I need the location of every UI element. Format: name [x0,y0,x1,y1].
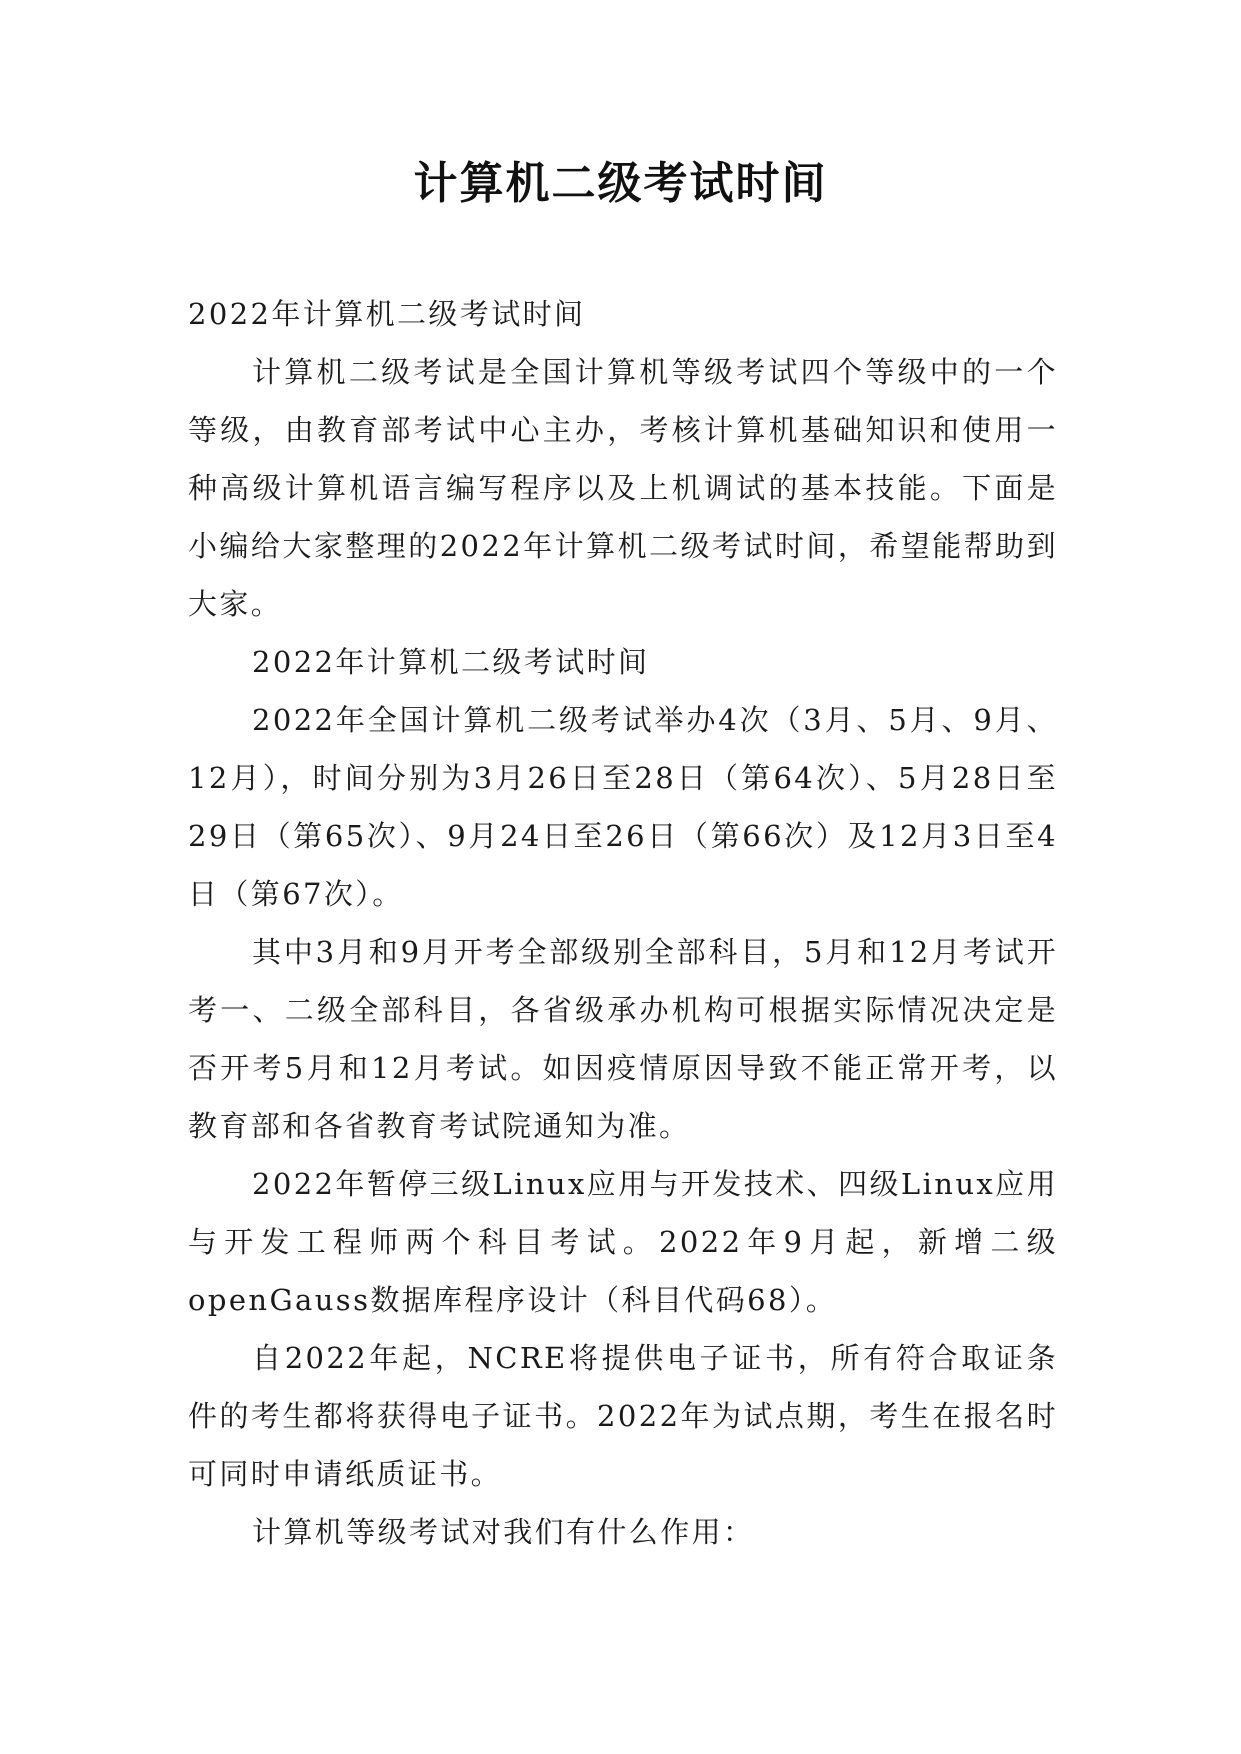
paragraph: 2022年暂停三级Linux应用与开发技术、四级Linux应用与开发工程师两个科目考试。2022年9月起，新增二级openGauss数据库程序设计（科目代码68）。 [188,1167,1058,1317]
paragraph-heading: 2022年计算机二级考试时间 [188,297,586,331]
paragraph: 其中3月和9月开考全部级别全部科目，5月和12月考试开考一、二级全部科目，各省级承办机构可根据实际情况决定是否开考5月和12月考试。如因疫情原因导致不能正常开考，以教育部和各省教育考试院通知为准。 [188,935,1058,1143]
paragraph: 自2022年起，NCRE将提供电子证书，所有符合取证条件的考生都将获得电子证书。2022年为试点期，考生在报名时可同时申请纸质证书。 [188,1341,1058,1491]
document-title: 计算机二级考试时间 [413,158,828,209]
paragraph: 2022年全国计算机二级考试举办4次（3月、5月、9月、12月），时间分别为3月26日至28日（第64次）、5月28日至29日（第65次）、9月24日至26日（第66次）及12月3日至4日（第67次）。 [188,703,1058,911]
document-body [188,285,1058,1561]
paragraph: 计算机等级考试对我们有什么作用： [252,1515,755,1549]
paragraph: 2022年计算机二级考试时间 [252,645,650,679]
paragraph: 计算机二级考试是全国计算机等级考试四个等级中的一个等级，由教育部考试中心主办，考核计算机基础知识和使用一种高级计算机语言编写程序以及上机调试的基本技能。下面是小编给大家整理的2022年计算机二级考试时间，希望能帮助到大家。 [188,355,1058,621]
